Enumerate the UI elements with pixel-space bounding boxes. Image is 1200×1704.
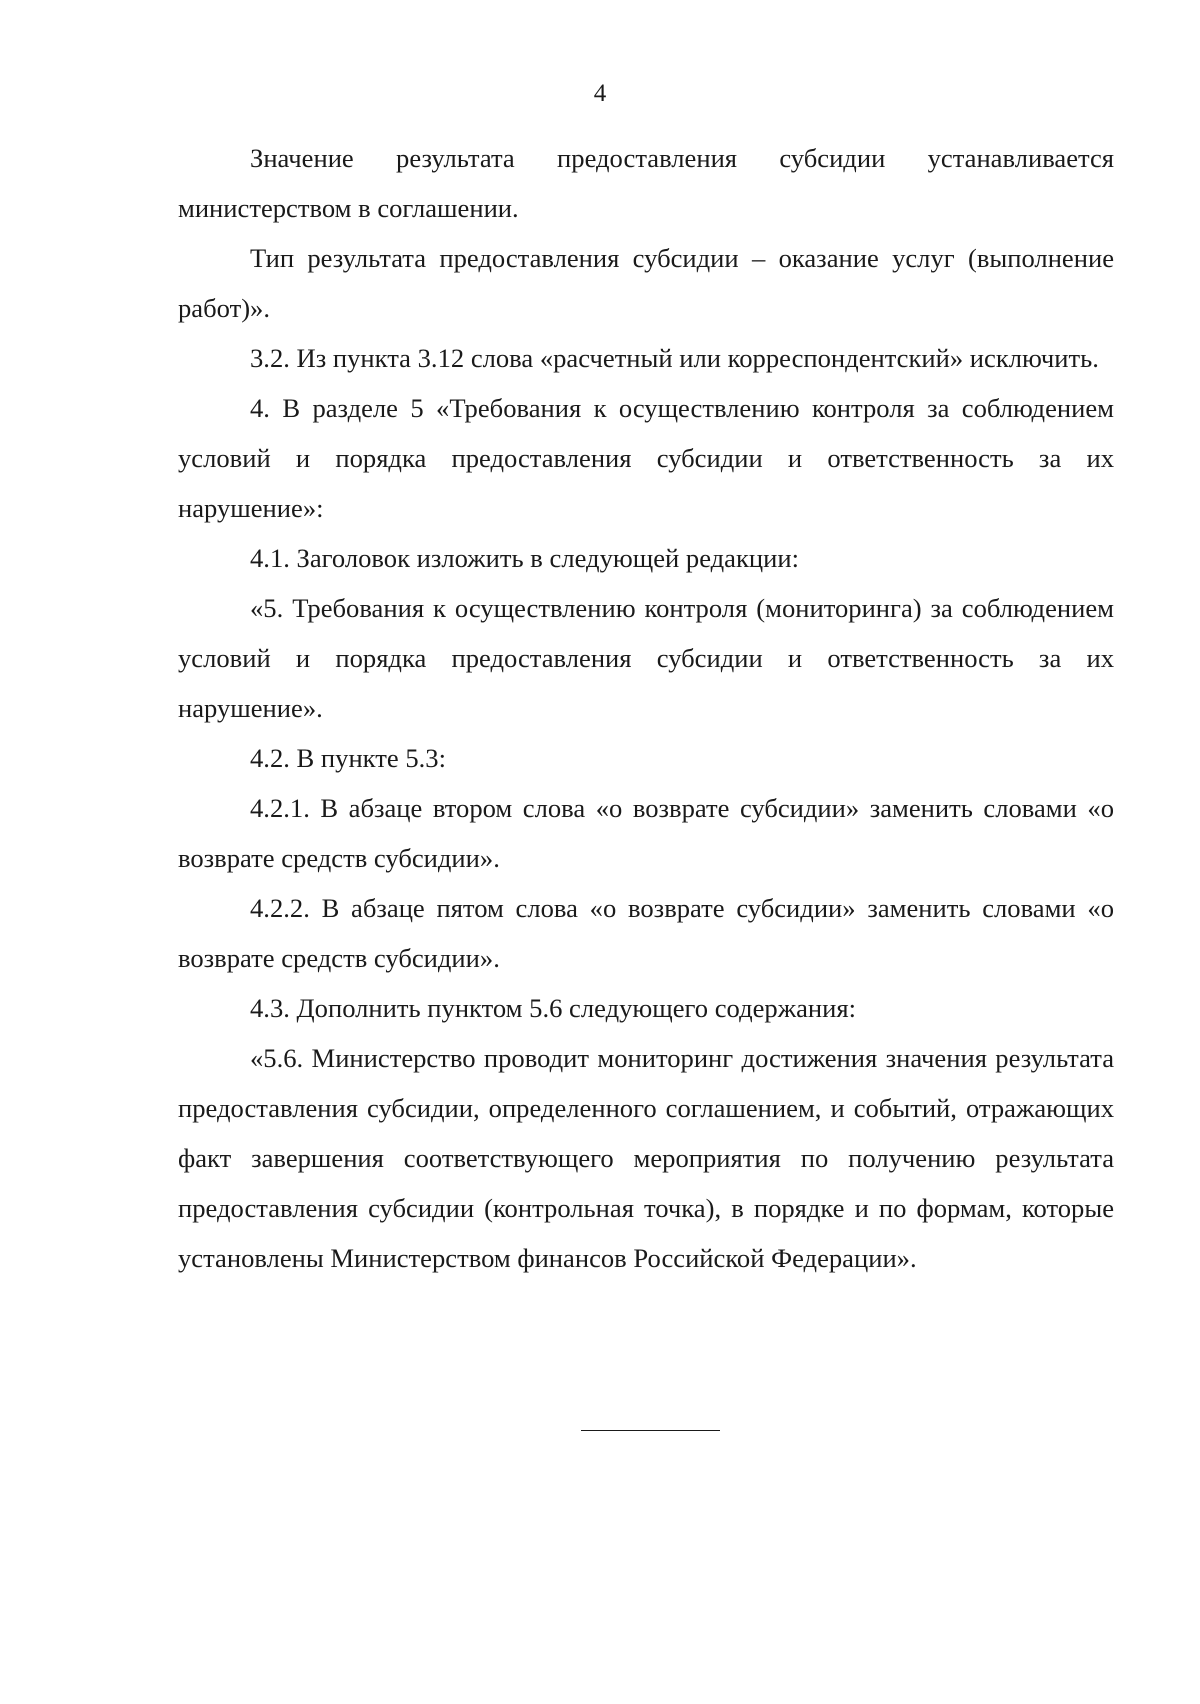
document-body: [178, 133, 1114, 1283]
paragraph-4-2-1: 4.2.1. В абзаце втором слова «о возврате субсидии» заменить словами «о возврате средств субсидии».: [178, 793, 1114, 873]
paragraph-4: 4. В разделе 5 «Требования к осуществлению контроля за соблюдением условий и порядка предоставления субсидии и ответственность за их нарушение»:: [178, 393, 1114, 523]
end-separator-line: [581, 1430, 720, 1431]
paragraph-5-6: «5.6. Министерство проводит мониторинг достижения значения результата предоставления субсидии, определенного соглашением, и событий, отражающих факт завершения соответствующего мероприятия по получению результата предоставления субсидии (контрольная точка), в порядке и по формам, которые установлены Министерством финансов Российской Федерации».: [178, 1043, 1114, 1273]
paragraph-result-value: Значение результата предоставления субсидии устанавливается министерством в соглашении.: [178, 143, 1114, 223]
paragraph-4-3: 4.3. Дополнить пунктом 5.6 следующего содержания:: [250, 993, 856, 1023]
paragraph-4-2-2: 4.2.2. В абзаце пятом слова «о возврате субсидии» заменить словами «о возврате средств субсидии».: [178, 893, 1114, 973]
paragraph-section-5-title: «5. Требования к осуществлению контроля (мониторинга) за соблюдением условий и порядка предоставления субсидии и ответственность за их нарушение».: [178, 593, 1114, 723]
paragraph-4-1: 4.1. Заголовок изложить в следующей редакции:: [250, 543, 799, 573]
paragraph-4-2: 4.2. В пункте 5.3:: [250, 743, 446, 773]
paragraph-3-2: 3.2. Из пункта 3.12 слова «расчетный или корреспондентский» исключить.: [250, 343, 1099, 373]
paragraph-result-type: Тип результата предоставления субсидии – оказание услуг (выполнение работ)».: [178, 243, 1114, 323]
page-number: 4: [593, 80, 607, 107]
